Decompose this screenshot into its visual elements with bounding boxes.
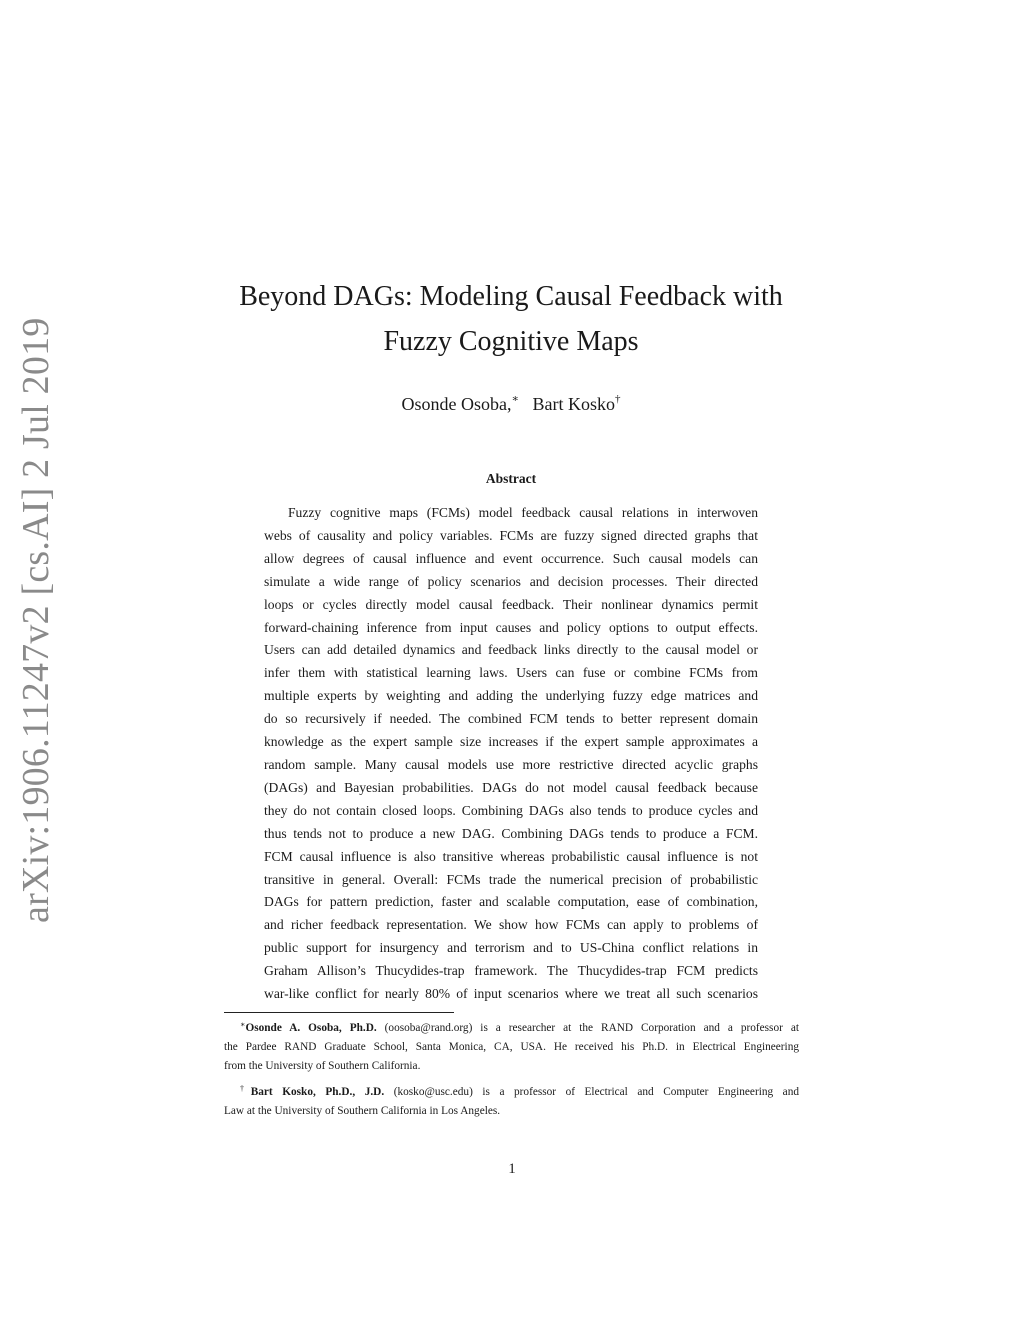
- abstract-line: Graham Allison’s Thucydides-trap framework. The Thucydides-trap FCM predicts: [264, 963, 758, 979]
- abstract-line: random sample. Many causal models use more restrictive directed acyclic graphs: [264, 756, 758, 772]
- abstract-line: forward-chaining inference from input causes and policy options to output effects.: [264, 619, 758, 635]
- author-list: [180, 387, 842, 416]
- paper-title: [180, 274, 842, 364]
- abstract-line: thus tends not to produce a new DAG. Combining DAGs tends to produce a FCM.: [264, 825, 758, 841]
- abstract-heading: Abstract: [485, 471, 537, 486]
- page-number: 1: [508, 1161, 516, 1177]
- title-line-2: Fuzzy Cognitive Maps: [383, 326, 639, 357]
- footnote-text: (kosko@usc.edu) is a professor of Electrical and Computer Engineering and: [393, 1086, 799, 1098]
- footnote-mark: †: [240, 1084, 251, 1093]
- abstract-line: transitive in general. Overall: FCMs trade the numerical precision of probabilistic: [264, 871, 758, 887]
- author-name: Bart Kosko: [532, 394, 615, 414]
- abstract-line: (DAGs) and Bayesian probabilities. DAGs do not model causal feedback because: [264, 779, 758, 795]
- abstract-body: [264, 502, 758, 1006]
- abstract-line: infer them with statistical learning laws. Users can fuse or combine FCMs from: [264, 665, 758, 681]
- abstract-line: they do not contain closed loops. Combining DAGs also tends to produce cycles and: [264, 802, 758, 818]
- footnote-author-name: Osonde A. Osoba, Ph.D.: [245, 1022, 377, 1034]
- abstract-line: loops or cycles directly model causal feedback. Their nonlinear dynamics permit: [264, 596, 758, 612]
- footnote-mark: †: [614, 393, 621, 405]
- footnote-mark: ∗: [240, 1020, 246, 1029]
- abstract-line: webs of causality and policy variables. FCMs are fuzzy signed directed graphs that: [264, 527, 758, 543]
- footnote-separator: [224, 1012, 454, 1013]
- abstract-line: Users can add detailed dynamics and feedback links directly to the causal model or: [264, 642, 758, 658]
- abstract-line: FCM causal influence is also transitive whereas probabilistic causal influence is not: [264, 848, 758, 864]
- abstract-line: DAGs for pattern prediction, faster and scalable computation, ease of combination,: [264, 894, 758, 910]
- abstract-line: allow degrees of causal influence and event occurrence. Such causal models can: [264, 550, 758, 566]
- abstract-line: simulate a wide range of policy scenarios and decision processes. Their directed: [264, 573, 758, 589]
- footnote-mark: ∗: [511, 393, 519, 405]
- abstract-line: do so recursively if needed. The combined FCM tends to better represent domain: [264, 711, 758, 727]
- title-line-1: Beyond DAGs: Modeling Causal Feedback with: [239, 281, 783, 312]
- footnote-text: (oosoba@rand.org) is a researcher at the RAND Corporation and a professor at: [384, 1022, 799, 1034]
- abstract-line: knowledge as the expert sample size increases if the expert sample approximates a: [264, 734, 758, 750]
- abstract-line: public support for insurgency and terrorism and to US-China conflict relations in: [264, 940, 758, 956]
- footnote-author-name: Bart Kosko, Ph.D., J.D.: [250, 1086, 385, 1098]
- abstract-line: multiple experts by weighting and adding the underlying fuzzy edge matrices and: [264, 688, 758, 704]
- arxiv-identifier-stamp: arXiv:1906.11247v2 [cs.AI] 2 Jul 2019: [15, 317, 57, 923]
- footnote-1-line-2: the Pardee RAND Graduate School, Santa Monica, CA, USA. He received his Ph.D. in Electrical Engineering: [224, 1041, 799, 1053]
- author-name: Osonde Osoba,: [401, 394, 512, 414]
- footnote-2-line-2: Law at the University of Southern California in Los Angeles.: [224, 1105, 501, 1117]
- abstract-line: war-like conflict for nearly 80% of input scenarios where we treat all such scenarios: [264, 986, 758, 1002]
- abstract-line: Fuzzy cognitive maps (FCMs) model feedback causal relations in interwoven: [288, 505, 758, 520]
- footnote-1-line-3: from the University of Southern California.: [224, 1060, 421, 1072]
- footnote-1-line-1: [224, 1015, 799, 1038]
- footnotes: [224, 1015, 799, 1121]
- abstract-line: and richer feedback representation. We show how FCMs can apply to problems of: [264, 917, 758, 933]
- footnote-2-line-1: [224, 1079, 799, 1102]
